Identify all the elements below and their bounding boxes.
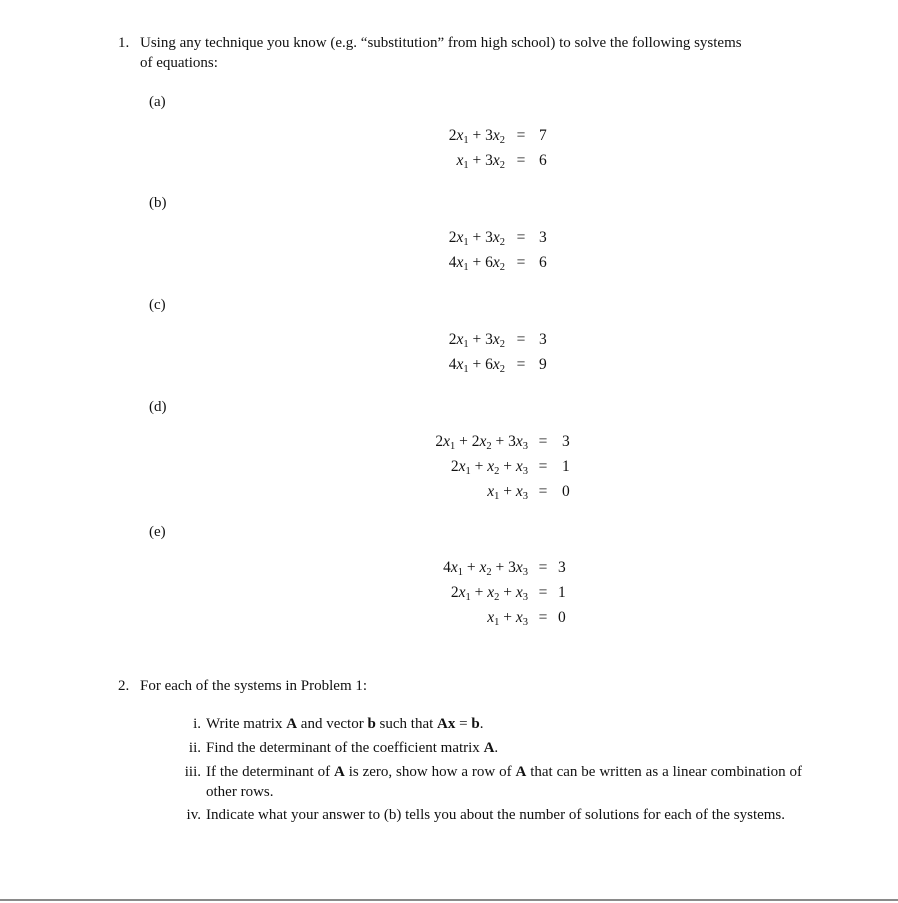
equation-lhs: $4x_1 + 6x_2$: [448, 254, 505, 273]
equation-rhs: 3: [539, 331, 547, 348]
equation-rhs: 0: [562, 483, 570, 500]
part-label-d: (d): [149, 399, 167, 415]
equals-sign: =: [516, 127, 526, 144]
part-label-e: (e): [149, 524, 166, 540]
subitem-text: Find the determinant of the coefficient matrix A.: [206, 740, 499, 756]
equals-sign: =: [516, 331, 526, 348]
equation-lhs: $2x_1 + x_2 + x_3$: [450, 458, 528, 477]
part-label-c: (c): [149, 297, 166, 313]
equals-sign: =: [538, 458, 548, 475]
equals-sign: =: [538, 609, 548, 626]
subitem-number: i.: [193, 716, 201, 732]
equals-sign: =: [516, 229, 526, 246]
subitem-number: ii.: [188, 740, 201, 756]
equation-lhs: $4x_1 + 6x_2$: [448, 356, 505, 375]
problem-1-text-line-1: Using any technique you know (e.g. “substitution” from high school) to solve the following systems: [140, 35, 742, 51]
equals-sign: =: [538, 433, 548, 450]
equation-rhs: 6: [539, 152, 547, 169]
part-label-b: (b): [149, 195, 167, 211]
subitem-text: Indicate what your answer to (b) tells you about the number of solutions for each of the systems.: [206, 807, 786, 823]
equation-rhs: 3: [539, 229, 547, 246]
equation-lhs: $2x_1 + x_2 + x_3$: [450, 584, 528, 603]
problem-1-text-line-2: of equations:: [140, 55, 218, 71]
equation-lhs: $2x_1 + 3x_2$: [448, 229, 505, 248]
subitem-text: If the determinant of A is zero, show how a row of A that can be written as a linear combination of other rows.: [206, 764, 803, 800]
subitem-text: Write matrix A and vector b such that Ax = b.: [206, 716, 484, 732]
equation-rhs: 3: [562, 433, 570, 450]
equation-lhs: $2x_1 + 2x_2 + 3x_3$: [435, 433, 528, 452]
part-label-a: (a): [149, 94, 166, 110]
equation-rhs: 6: [539, 254, 547, 271]
problem-2-text: For each of the systems in Problem 1:: [140, 678, 368, 694]
problem-1-number: 1.: [118, 35, 130, 51]
equation-rhs: 0: [558, 609, 566, 626]
equation-lhs: $4x_1 + x_2 + 3x_3$: [443, 559, 528, 578]
equals-sign: =: [516, 254, 526, 271]
equals-sign: =: [538, 559, 548, 576]
equation-lhs: $x_1 + x_3$: [487, 483, 528, 502]
subitem-number: iv.: [186, 807, 201, 823]
equation-lhs: $2x_1 + 3x_2$: [448, 127, 505, 146]
equation-rhs: 7: [539, 127, 547, 144]
equation-lhs: $2x_1 + 3x_2$: [448, 331, 505, 350]
equals-sign: =: [538, 483, 548, 500]
equation-rhs: 1: [562, 458, 570, 475]
equation-rhs: 3: [558, 559, 566, 576]
equation-rhs: 9: [539, 356, 547, 373]
subitem-number: iii.: [184, 764, 201, 780]
equals-sign: =: [516, 152, 526, 169]
equation-lhs: $x_1 + 3x_2$: [456, 152, 505, 171]
equals-sign: =: [516, 356, 526, 373]
equation-lhs: $x_1 + x_3$: [487, 609, 528, 628]
equation-rhs: 1: [558, 584, 566, 601]
page-bottom-edge: [0, 899, 898, 901]
problem-2-number: 2.: [118, 678, 130, 694]
equals-sign: =: [538, 584, 548, 601]
